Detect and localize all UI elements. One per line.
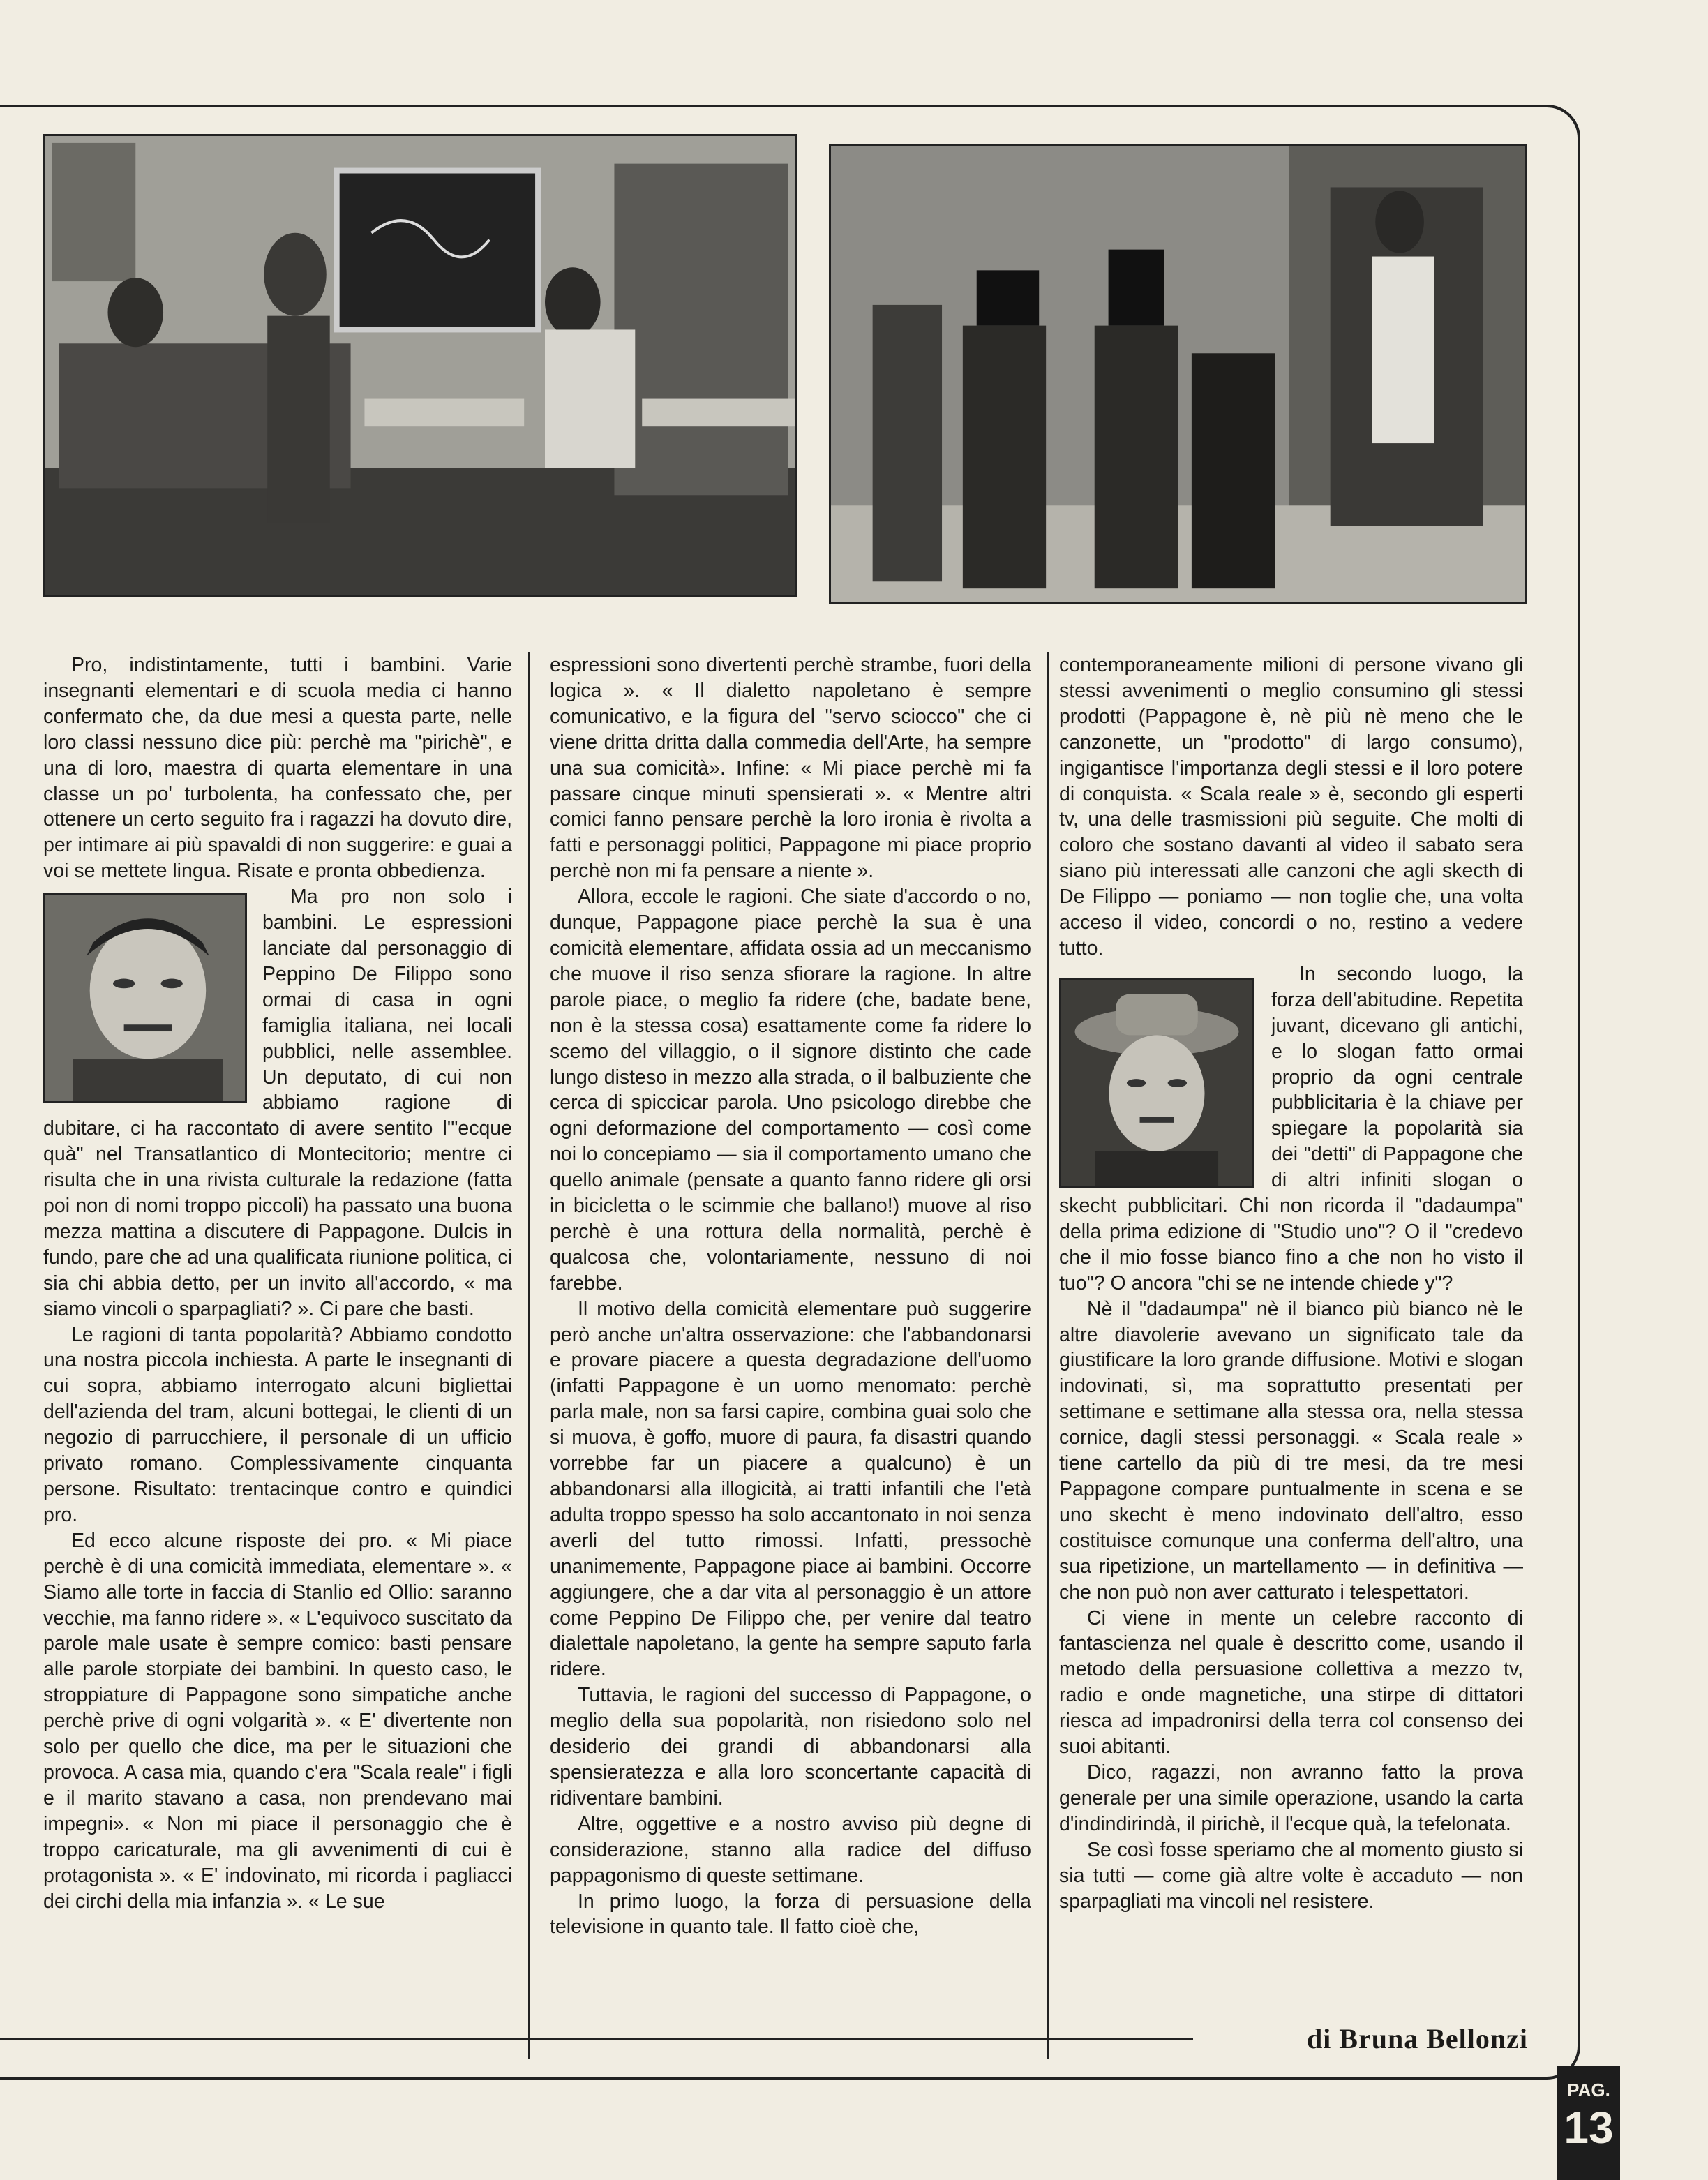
paragraph: Altre, oggettive e a nostro avviso più degne di considerazione, stanno alla radice del diffuso pappagonismo di queste settimane. [550, 1812, 1031, 1887]
portrait-2-image [1061, 980, 1252, 1186]
paragraph: contemporaneamente milioni di persone vivano gli stessi avvenimenti o meglio consumino gli stessi prodotti (Pappagone è, nè più nè meno che le canzonette, un "prodotto" di largo consumo), ingigantisce l'importanza degli stessi e il loro potere di conquista. « Scala reale » è, secondo gli esperti tv, una delle trasmissioni più seguite. Che molti di coloro che sostano davanti al video il sabato sera siano più interessati alle canzoni che agli skecth di De Filippo — poniamo — non toglie che, una volta acceso il video, concordi o no, restino a vedere tutto. [1059, 654, 1523, 960]
paragraph: Ma pro non solo i bambini. Le espressioni lanciate dal personaggio di Peppino De Filippo sono ormai di casa in ogni famiglia italiana, nei locali pubblici, nelle assemblee. Un deputato, di cui non abbiamo ragione di dubitare, ci ha raccontato di avere sentito l'"ecque quà" nel Transatlantico di Montecitorio; mentre ci risulta che in una rivista culturale la redazione (fatta poi non di nomi troppo piccoli) ha passato una buona mezza mattina a discutere di Pappagone. Dulcis in fundo, pare che ad una qualificata riunione politica, ci sia chi abbia detto, per un invito all'accordo, « ma siamo vincoli o sparpagliati? ». Ci pare che basti. [43, 886, 512, 1320]
column-rule-1 [528, 652, 530, 2059]
paragraph: In primo luogo, la forza di persuasione della televisione in quanto tale. Il fatto cioè che, [550, 1890, 1031, 1939]
column-rule-2 [1047, 652, 1049, 2059]
paragraph: In secondo luogo, la forza dell'abitudine. Repetita juvant, dicevano gli antichi, e lo slogan fatto ormai proprio da ogni centrale pubblicitaria è la chiave per spiegare la popolarità sia dei "detti" di Pappagone che di altri infiniti slogan o skecht pubblicitari. Chi non ricorda il "dadaumpa" della prima edizione di "Studio uno"? O il "credevo che il mio fosse bianco fino a che non ho visto il tuo"? O ancora "chi se ne intende chiede y"? [1059, 962, 1523, 1294]
paragraph: Dico, ragazzi, non avranno fatto la prova generale per una simile operazione, usando la carta d'indindirindà, il pirichè, il l'ecque quà, la tefelonata. [1059, 1761, 1523, 1835]
photo-soldiers-image [831, 146, 1525, 602]
photo-soldiers [829, 144, 1527, 604]
paragraph: Allora, eccole le ragioni. Che siate d'accordo o no, dunque, Pappagone piace perchè la sua è una comicità elementare, affidata ossia ad un meccanismo che muove il riso senza sfiorare la ragione. In altre parole piace, o meglio fa ridere (che, badate bene, non è la stessa cosa) esattamente come fa ridere lo scemo del villaggio, o il signore distinto che cade lungo disteso in mezzo alla strada, o il balbuziente che cerca di spiccicar parola. Uno psicologo direbbe che ogni deformazione del comportamento — così come noi lo concepiamo — sia il comportamento umano che quello animale (pensate a quanto fanno ridere gli orsi in bicicletta o le scimmie che ballano!) muove al riso perchè è una rottura della normalità, perchè è qualcosa che, volontariamente, nessuno di noi farebbe. [550, 886, 1031, 1294]
paragraph: Ci viene in mente un celebre racconto di fantascienza nel quale è descritto come, usando il metodo della persuasione collettiva a mezzo tv, radio e onde magnetiche, una stirpe di dittatori riesca ad impadronirsi della terra col consenso dei suoi abitanti. [1059, 1606, 1523, 1759]
paragraph: Nè il "dadaumpa" nè il bianco più bianco nè le altre diavolerie avevano un significato tale da giustificare la loro grande diffusione. Motivi e slogan indovinati, sì, ma soprattutto presentati per settimane e settimane alla stessa ora, nella stessa cornice, dagli stessi personaggi. « Scala reale » tiene cartello da più di tre mesi, da tre mesi Pappagone compare puntualmente in scena e se uno skecht è meno indovinato dell'altro, esso costituisce comunque una conferma dell'altro, una sua ripetizione, un martellamento — in definitiva — che non può non aver catturato i telespettatori. [1059, 1297, 1523, 1604]
page-label: PAG. [1567, 2080, 1610, 2100]
portrait-1 [43, 893, 247, 1103]
page-number-box [1557, 2066, 1620, 2180]
paragraph: Ed ecco alcune risposte dei pro. « Mi piace perchè è di una comicità immediata, elementare ». « Siamo alle torte in faccia di Stanlio ed Ollio: saranno vecchie, ma fanno ridere ». « L'equivoco suscitato da parole male usate è sempre comico: basti pensare alle parole storpiate dei bambini. In questo caso, le stroppiature di Pappagone sono simpatiche anche perchè prive di ogni volgarità ». « E' divertente non solo per quello che dice, ma per le situazioni che provoca. A casa mia, quando c'era "Scala reale" i figli e il marito stavano a casa, non prendevano mai impegni». « Non mi piace il personaggio che è troppo caricaturale, ma gli avvenimenti di cui è protagonista ». « E' indovinato, mi ricorda i pagliacci dei circhi della mia infanzia ». « Le sue [43, 1529, 512, 1913]
article-column-3 [1059, 652, 1523, 1914]
article-column-2 [550, 652, 1031, 1940]
portrait-2 [1059, 978, 1254, 1188]
photo-classroom-image [45, 136, 795, 595]
paragraph: Tuttavia, le ragioni del successo di Pappagone, o meglio della sua popolarità, non risiedono solo nel desiderio dei grandi di abbandonarsi alla spensieratezza e alla loro sconcertante capacità di ridiventare bambini. [550, 1684, 1031, 1809]
paragraph: Il motivo della comicità elementare può suggerire però anche un'altra osservazione: che l'abbandonarsi e provare piacere a questa degradazione dell'uomo (infatti Pappagone è un uomo menomato: perchè parla male, non sa farsi capire, combina guai solo che si muova, è goffo, muore di paura, fa disastri quando vorrebbe far un piacere a qualcuno) è un abbandonarsi alla illogicità, ai tratti infantili che l'età adulta troppo spesso ha solo accantonato in noi senza averli del tutto rimossi. Infatti, pressochè unanimemente, Pappagone piace ai bambini. Occorre aggiungere, che a dar vita al personaggio è un attore come Peppino De Filippo che, per venire dal teatro dialettale napoletano, la gente ha sempre saputo farla ridere. [550, 1297, 1031, 1681]
byline-rule [0, 2038, 1193, 2040]
photo-classroom [43, 134, 797, 597]
page-number: 13 [1564, 2103, 1614, 2153]
article-column-1 [43, 652, 512, 1914]
paragraph: espressioni sono divertenti perchè strambe, fuori della logica ». « Il dialetto napoletano è sempre comunicativo, e la figura del "servo sciocco" che ci viene dritta dritta dalla commedia dell'Arte, ha sempre una sua comicità». Infine: « Mi piace perchè mi fa passare cinque minuti spensierati ». « Mentre altri comici fanno pensare perchè la loro ironia è rivolta a fatti e personaggi politici, Pappagone mi piace proprio perchè non mi fa pensare a niente ». [550, 654, 1031, 883]
portrait-1-image [45, 895, 245, 1101]
byline: di Bruna Bellonzi [1301, 2022, 1534, 2055]
paragraph: Pro, indistintamente, tutti i bambini. Varie insegnanti elementari e di scuola media ci hanno confermato che, da due mesi a questa parte, nelle loro classi nessuno dice più: perchè ma "pirichè", e una di loro, maestra di quarta elementare in una classe un po' turbolenta, ha confessato che, per ottenere un certo seguito fra i ragazzi ha dovuto dire, per intimare ai più spavaldi di non suggerire: e guai a voi se mettete lingua. Risate e pronta obbedienza. [43, 654, 512, 883]
paragraph: Le ragioni di tanta popolarità? Abbiamo condotto una nostra piccola inchiesta. A parte le insegnanti di cui sopra, abbiamo interrogato alcuni bigliettai dell'azienda del tram, alcuni bottegai, le clienti di un negozio di parrucchiere, il personale di un ufficio privato romano. Complessivamente cinquanta persone. Risultato: trentacinque contro e quindici pro. [43, 1323, 512, 1526]
paragraph: Se così fosse speriamo che al momento giusto si sia tutti — come già altre volte è accaduto — non sparpagliati ma vincoli nel resistere. [1059, 1838, 1523, 1913]
